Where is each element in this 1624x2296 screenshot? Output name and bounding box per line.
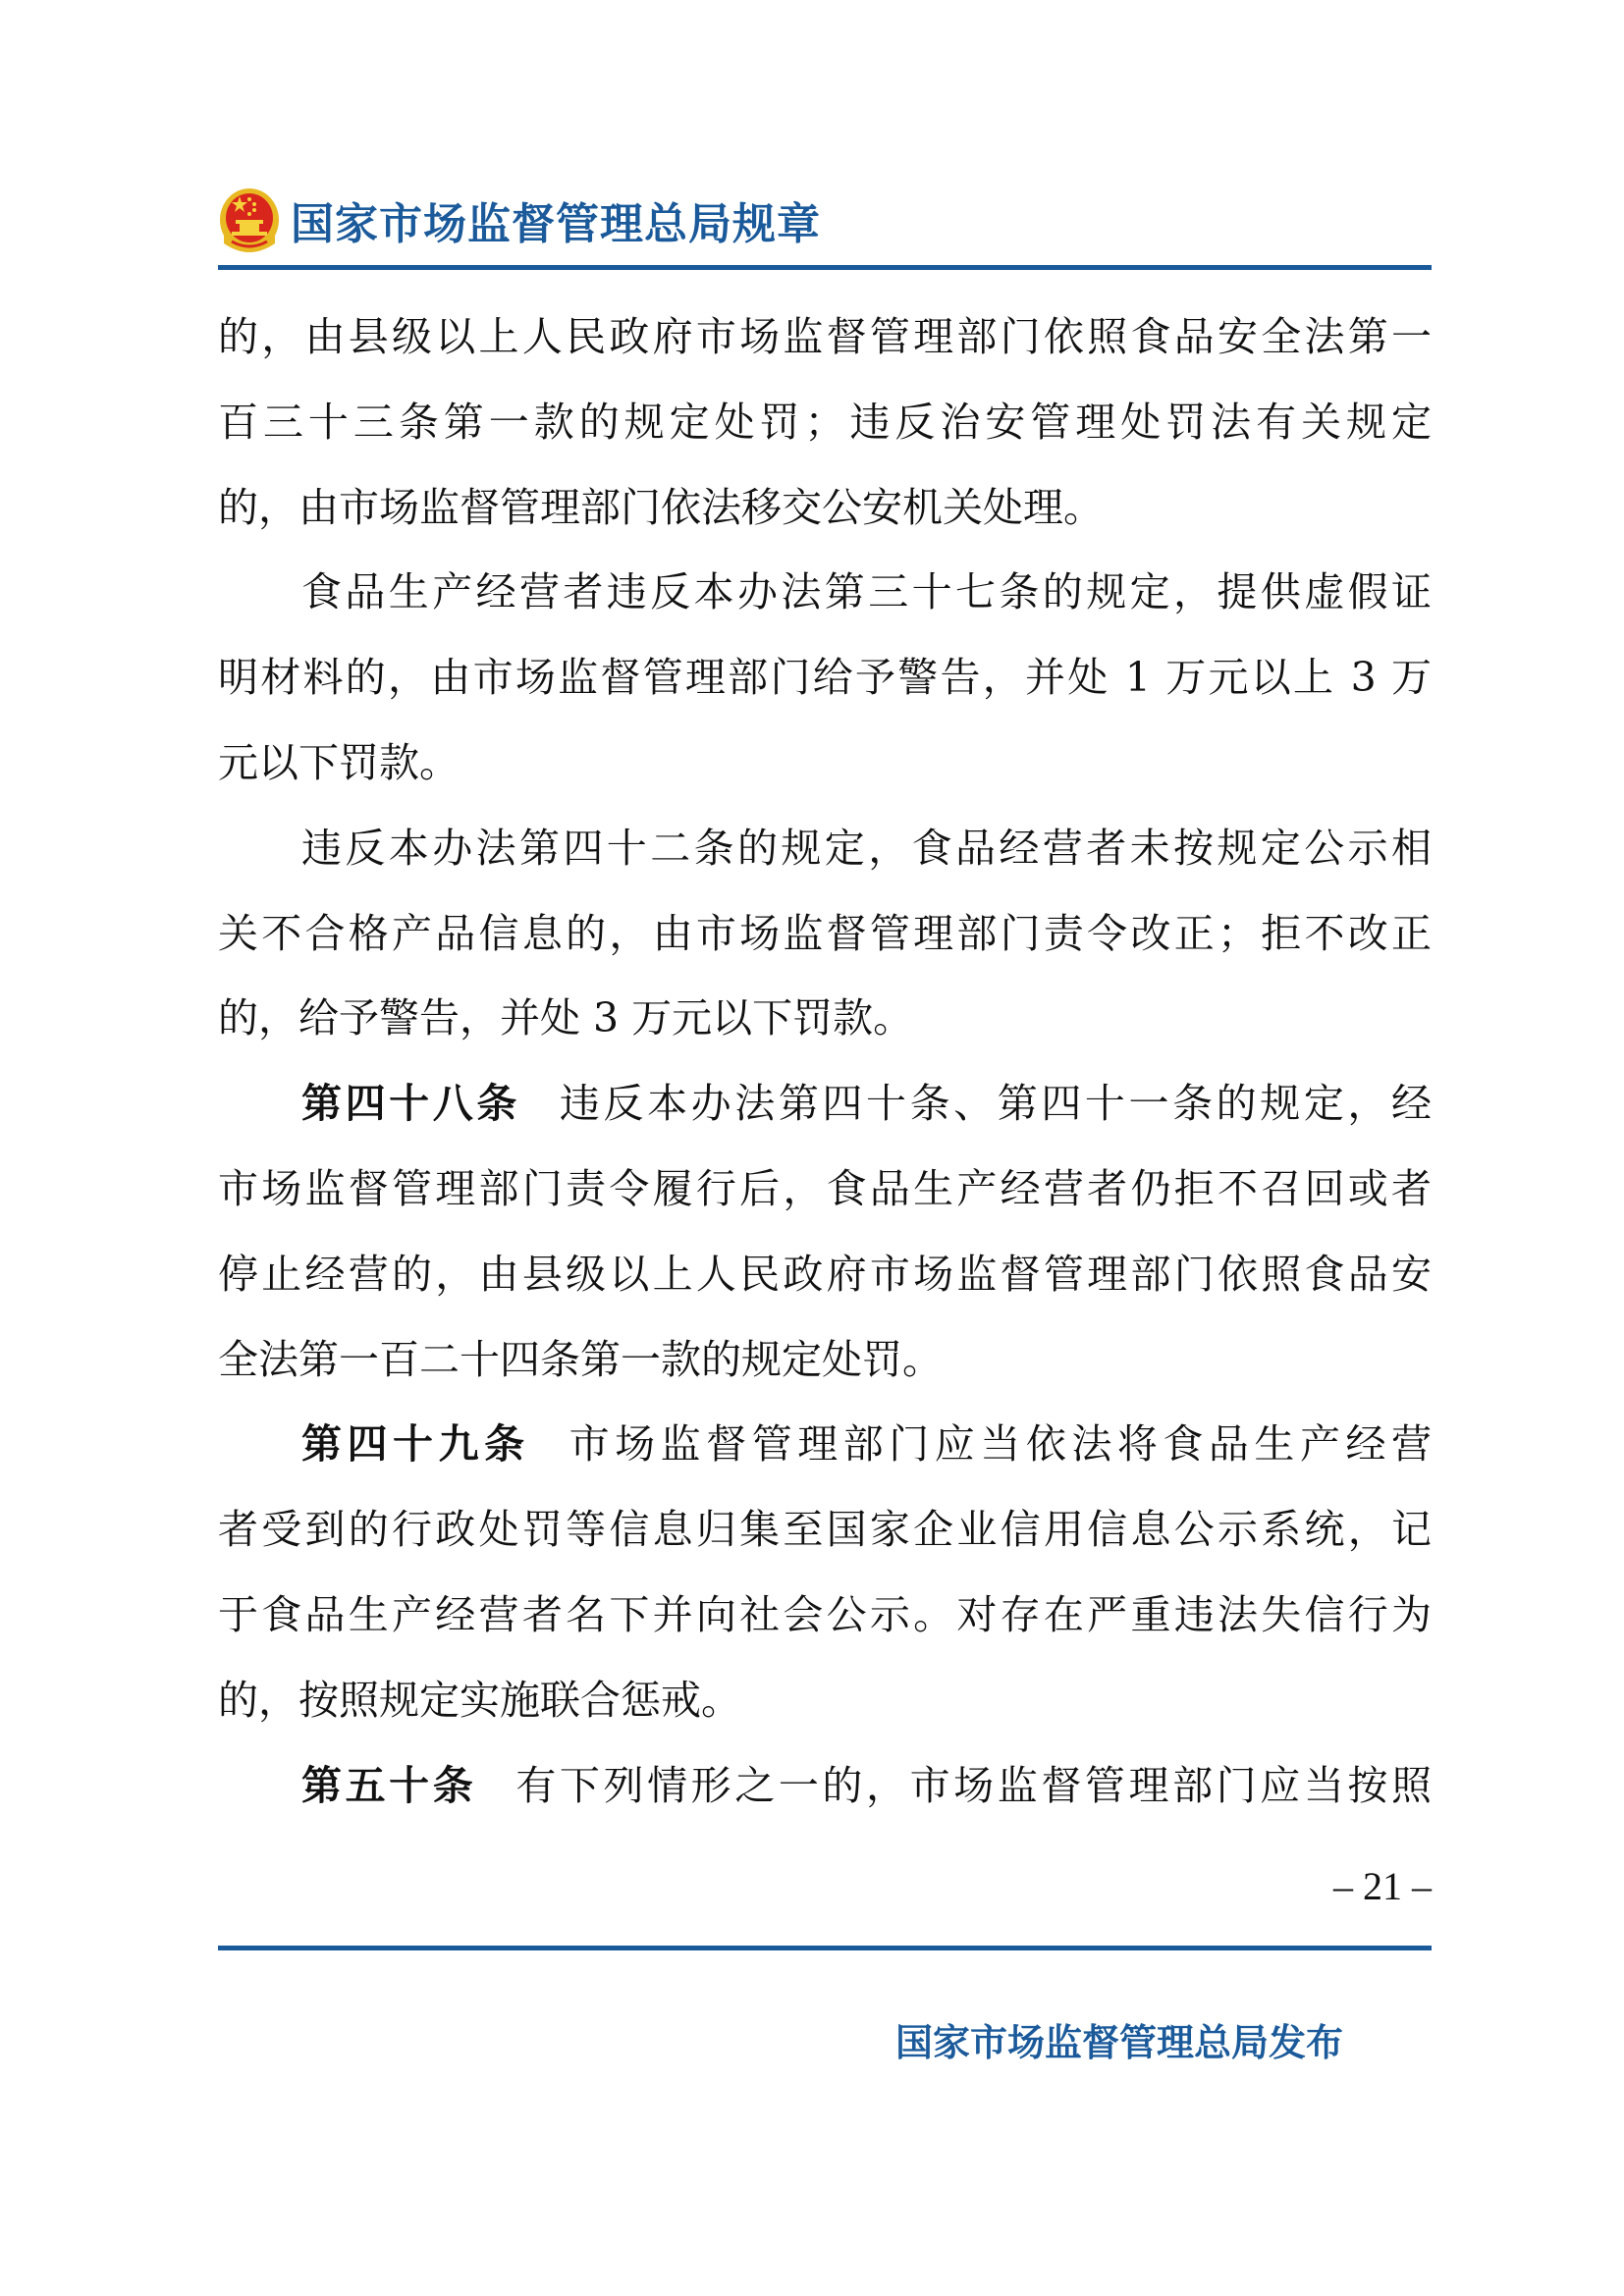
text-span: 市场监督管理部门应当依法将食品生产经营 xyxy=(568,1420,1432,1468)
text-line: 市场监督管理部门责令履行后，食品生产经营者仍拒不召回或者 xyxy=(218,1164,1432,1212)
article-48-first-line xyxy=(218,1073,1432,1158)
text-line: 全法第一百二十四条第一款的规定处罚。 xyxy=(218,1335,943,1383)
text-line: 关不合格产品信息的，由市场监督管理部门责令改正；拒不改正 xyxy=(218,909,1432,957)
document-header xyxy=(218,185,821,255)
text-line: 元以下罚款。 xyxy=(218,738,460,786)
text-line: 者受到的行政处罚等信息归集至国家企业信用信息公示系统，记 xyxy=(218,1506,1432,1554)
text-line: 食品生产经营者违反本办法第三十七条的规定，提供虚假证 xyxy=(301,568,1432,616)
text-line: 停止经营的，由县级以上人民政府市场监督管理部门依照食品安 xyxy=(218,1250,1432,1298)
document-body xyxy=(218,306,1432,1840)
header-divider xyxy=(218,265,1432,270)
text-line: 明材料的，由市场监督管理部门给予警告，并处 1 万元以上 3 万 xyxy=(218,654,1432,702)
text-line: 的，由县级以上人民政府市场监督管理部门依照食品安全法第一 xyxy=(218,313,1432,360)
text-line: 的，给予警告，并处 3 万元以下罚款。 xyxy=(218,994,914,1042)
footer-divider xyxy=(218,1946,1432,1950)
article-heading: 第四十八条 xyxy=(301,1080,520,1128)
page-number: – 21 – xyxy=(1333,1864,1432,1908)
text-span: 有下列情形之一的，市场监督管理部门应当按照 xyxy=(515,1761,1433,1809)
text-line: 的，按照规定实施联合惩戒。 xyxy=(218,1676,741,1724)
text-line: 违反本办法第四十二条的规定，食品经营者未按规定公示相 xyxy=(301,824,1432,872)
footer-publisher: 国家市场监督管理总局发布 xyxy=(895,2021,1344,2064)
article-heading: 第五十条 xyxy=(301,1761,477,1809)
national-emblem-icon xyxy=(218,187,281,253)
text-line: 百三十三条第一款的规定处罚；违反治安管理处罚法有关规定 xyxy=(218,398,1432,446)
article-50-first-line xyxy=(218,1755,1432,1841)
header-title: 国家市场监督管理总局规章 xyxy=(291,199,821,249)
text-line: 的，由市场监督管理部门依法移交公安机关处理。 xyxy=(218,483,1104,531)
text-span: 违反本办法第四十条、第四十一条的规定，经 xyxy=(559,1080,1433,1128)
text-line: 于食品生产经营者名下并向社会公示。对存在严重违法失信行为 xyxy=(218,1590,1432,1638)
article-49-first-line xyxy=(218,1414,1432,1499)
article-heading: 第四十九条 xyxy=(301,1420,530,1468)
